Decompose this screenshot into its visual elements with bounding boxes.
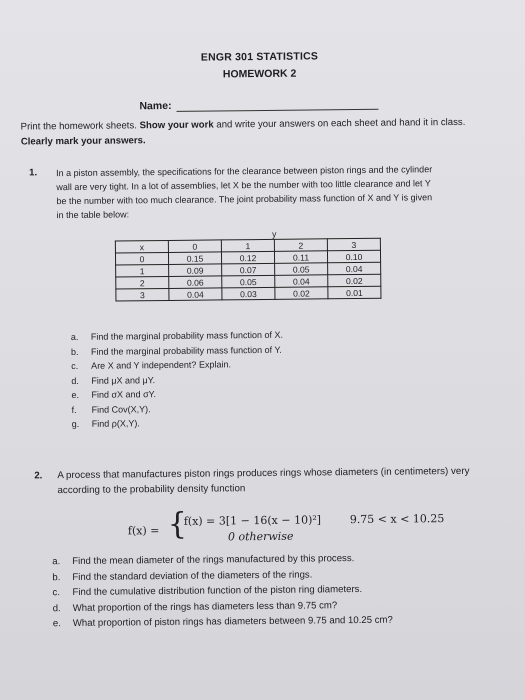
table-row bbox=[116, 286, 381, 301]
name-label: Name: bbox=[139, 99, 172, 113]
probability-cell: 0.04 bbox=[275, 275, 328, 288]
y-value: 3 bbox=[327, 238, 380, 251]
part-label: c. bbox=[71, 360, 79, 372]
formula-condition: 9.75 < x < 10.25 bbox=[349, 512, 445, 527]
part-label: c. bbox=[52, 587, 61, 599]
formula-brace: { bbox=[167, 506, 188, 543]
x-value: 0 bbox=[115, 252, 168, 265]
probability-cell: 0.02 bbox=[275, 287, 328, 300]
y-value: 2 bbox=[274, 239, 327, 252]
part-label: e. bbox=[71, 389, 80, 401]
x-value: 2 bbox=[116, 276, 169, 289]
question-2-line: A process that manufactures piston rings produces rings whose diameters (in centimeters) very bbox=[57, 465, 470, 482]
probability-cell: 0.04 bbox=[169, 288, 222, 301]
instructions-text-bold: Show your work bbox=[139, 119, 214, 132]
question-1-number: 1. bbox=[29, 167, 38, 179]
part-label: f. bbox=[71, 404, 77, 415]
y-value: 0 bbox=[168, 240, 221, 253]
list-item bbox=[71, 328, 283, 345]
question-2-text bbox=[57, 464, 469, 498]
list-item bbox=[72, 415, 284, 432]
part-text: Are X and Y independent? Explain. bbox=[91, 359, 231, 371]
homework-title: HOMEWORK 2 bbox=[222, 67, 297, 81]
probability-cell: 0.01 bbox=[328, 286, 381, 299]
instructions-text-end: and write your answers on each sheet and hand it in class. bbox=[213, 116, 466, 131]
part-text: Find μX and μY. bbox=[91, 374, 156, 386]
question-1-line: wall are very tight. In a lot of assemblies, let X be the number with too little clearance and let Y bbox=[56, 178, 431, 193]
question-1-line: in the table below: bbox=[56, 209, 130, 221]
probability-cell: 0.07 bbox=[222, 263, 275, 276]
probability-cell: 0.11 bbox=[274, 251, 327, 264]
part-text: What proportion of the rings has diameters less than 9.75 cm? bbox=[72, 599, 338, 614]
probability-cell: 0.12 bbox=[221, 251, 274, 264]
part-label: d. bbox=[52, 602, 61, 614]
part-label: a. bbox=[52, 556, 61, 568]
y-value: 1 bbox=[221, 239, 274, 252]
formula-lhs: f(x) = bbox=[127, 524, 160, 538]
probability-cell: 0.10 bbox=[327, 250, 380, 263]
probability-cell: 0.06 bbox=[169, 276, 222, 289]
name-line bbox=[176, 109, 378, 112]
question-2-line: according to the probability density function bbox=[57, 483, 246, 497]
joint-pmf-table bbox=[115, 227, 382, 302]
probability-cell: 0.05 bbox=[222, 275, 275, 288]
question-1-line: In a piston assembly, the specifications for the clearance between piston rings and the cylinder bbox=[56, 164, 433, 179]
part-text: Find σX and σY. bbox=[91, 389, 156, 400]
formula-case-2: 0 otherwise bbox=[227, 529, 294, 544]
part-text: Find the marginal probability mass function of Y. bbox=[90, 344, 282, 357]
part-text: What proportion of piston rings has diameters between 9.75 and 10.25 cm? bbox=[72, 614, 393, 630]
homework-sheet bbox=[2, 3, 522, 696]
part-label: b. bbox=[52, 571, 61, 583]
instructions-line-1 bbox=[21, 117, 466, 133]
course-title: ENGR 301 STATISTICS bbox=[200, 50, 319, 64]
question-1-text bbox=[56, 162, 433, 222]
question-1-parts bbox=[71, 328, 284, 432]
probability-cell: 0.05 bbox=[275, 263, 328, 276]
x-value: 1 bbox=[116, 264, 169, 277]
table-corner bbox=[115, 229, 168, 241]
y-axis-label: y bbox=[272, 228, 277, 239]
x-axis-label: x bbox=[115, 240, 168, 253]
instructions-line-2: Clearly mark your answers. bbox=[20, 135, 146, 148]
probability-cell: 0.04 bbox=[328, 262, 381, 275]
list-item bbox=[53, 613, 393, 632]
part-label: b. bbox=[70, 346, 79, 357]
formula-case-1: f(x) = 3[1 − 16(x − 10)²] bbox=[183, 513, 322, 528]
question-1-line: be the number with too much clearance. The joint probability mass function of X and Y is given bbox=[56, 192, 433, 207]
part-text: Find Cov(X,Y). bbox=[91, 403, 151, 415]
x-value: 3 bbox=[116, 288, 169, 301]
probability-cell: 0.02 bbox=[328, 274, 381, 287]
part-label: e. bbox=[52, 618, 61, 630]
part-label: a. bbox=[70, 331, 79, 343]
part-text: Find ρ(X,Y). bbox=[91, 418, 140, 429]
question-2-parts bbox=[52, 551, 393, 632]
list-item bbox=[71, 342, 283, 359]
probability-cell: 0.03 bbox=[222, 287, 275, 300]
part-label: d. bbox=[71, 375, 79, 386]
part-label: g. bbox=[71, 418, 80, 430]
probability-cell: 0.09 bbox=[169, 264, 222, 277]
part-text: Find the cumulative distribution function of the piston ring diameters. bbox=[72, 583, 363, 599]
part-text: Find the mean diameter of the rings manufactured by this process. bbox=[72, 553, 355, 568]
instructions-text-start: Print the homework sheets. bbox=[20, 120, 140, 133]
part-text: Find the marginal probability mass function of X. bbox=[90, 329, 283, 342]
part-text: Find the standard deviation of the diameters of the rings. bbox=[72, 568, 313, 583]
question-2-number: 2. bbox=[34, 470, 43, 482]
probability-cell: 0.15 bbox=[168, 252, 221, 265]
